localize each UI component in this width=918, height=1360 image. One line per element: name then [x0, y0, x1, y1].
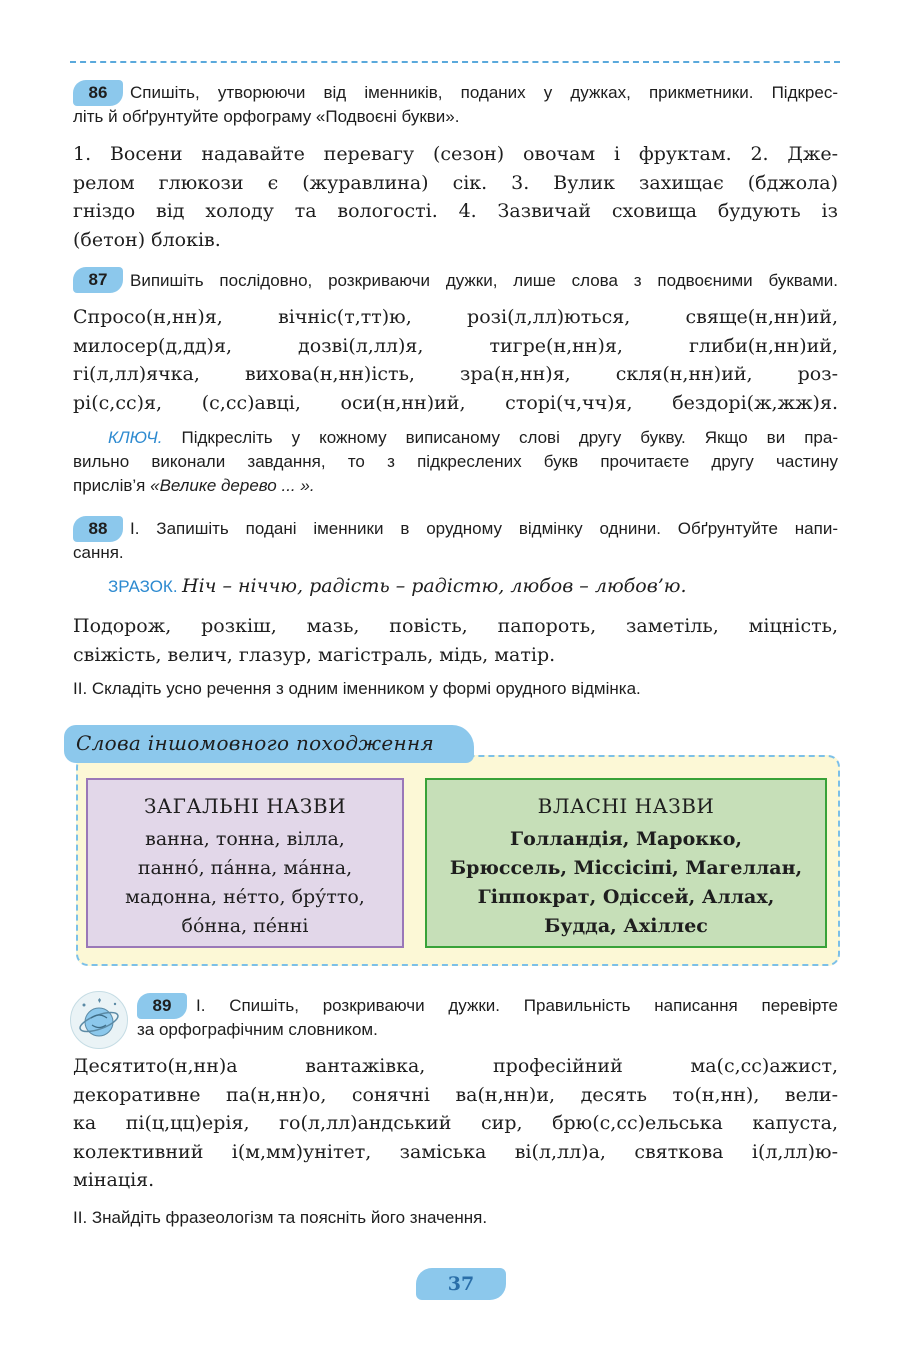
text-line: свіжість, велич, глазур, магістраль, мідь, матір.	[73, 643, 556, 666]
exercise-87-instruction: Випишіть послідовно, розкриваючи дужки, лише слова з подвоєними буквами.	[130, 271, 838, 290]
text-line: ка пі(ц,цц)ерія, го(л,лл)андський сир, брю(с,сс)ельська капуста,	[73, 1112, 838, 1134]
word-line: Брюссель, Міссісіпі, Магеллан,	[449, 857, 803, 879]
proverb-fragment: «Велике дерево ... ».	[150, 476, 315, 495]
proper-nouns-box	[425, 778, 827, 948]
word-line: Гіппократ, Одіссей, Аллах,	[477, 886, 775, 908]
key-text: Підкресліть у кожному виписаному слові другу букву. Якщо ви пра-	[181, 428, 838, 447]
key-line-2: вильно виконали завдання, то з підкреслених букв прочитаєте другу частину	[73, 452, 838, 471]
exercise-88-text	[73, 612, 838, 669]
common-nouns-box	[86, 778, 404, 948]
text-line: (бетон) блоків.	[73, 228, 221, 251]
exercise-88-task-2: ІІ. Складіть усно речення з одним іменником у формі орудного відмінка.	[73, 679, 641, 698]
exercise-89-task-2: ІІ. Знайдіть фразеологізм та поясніть його значення.	[73, 1208, 488, 1227]
word-line: ванна, тонна, вілла,	[145, 828, 345, 850]
exercise-88-instruction-line-1: І. Запишіть подані іменники в орудному відмінку однини. Обґрунтуйте напи-	[130, 519, 838, 538]
exercise-87-text	[73, 303, 838, 417]
word-line: Будда, Ахіллес	[544, 915, 708, 937]
text-line: мінація.	[73, 1169, 155, 1191]
exercise-86-badge: 86	[73, 80, 123, 106]
text-line: рі(с,сс)я, (с,сс)авці, оси(н,нн)ий, сторі(ч,чч)я, бездорі(ж,жж)я.	[73, 391, 838, 414]
exercise-86-text	[73, 140, 838, 254]
text-line: колективний і(м,мм)унітет, заміська ві(л,лл)а, святкова і(л,лл)ю-	[73, 1140, 838, 1163]
key-line-3	[73, 474, 838, 498]
word-line: бо́нна, пе́нні	[181, 915, 309, 937]
word-line: мадонна, не́тто, бру́тто,	[125, 886, 365, 908]
exercise-86-instruction-line-1: Спишіть, утворюючи від іменників, поданих у дужках, прикметники. Підкрес-	[130, 83, 838, 102]
exercise-89-text	[73, 1052, 838, 1195]
text-line: Подорож, розкіш, мазь, повість, папороть, заметіль, міцність,	[73, 615, 838, 637]
page-number: 37	[447, 1273, 475, 1295]
word-line: Голландія, Марокко,	[510, 828, 742, 850]
sample-text: Ніч – ніччю, радість – радістю, любов – любов’ю.	[182, 575, 687, 597]
text-line: декоративне па(н,нн)о, сонячні ва(н,нн)и, десять то(н,нн), вели-	[73, 1083, 838, 1106]
text-line: 1. Восени надавайте перевагу (сезон) овочам і фруктам. 2. Дже-	[73, 143, 838, 165]
sample-line	[108, 575, 838, 597]
text-line: гі(л,лл)ячка, вихова(н,нн)ість, зра(н,нн)я, скля(н,нн)ий, роз-	[73, 363, 838, 385]
key-label: КЛЮЧ.	[108, 428, 163, 447]
text-line: релом глюкози є (журавлина) сік. 3. Вулик захищає (бджола)	[73, 171, 838, 194]
common-nouns-heading: ЗАГАЛЬНІ НАЗВИ	[143, 794, 347, 818]
proper-nouns-heading: ВЛАСНІ НАЗВИ	[537, 794, 715, 818]
sample-label: ЗРАЗОК.	[108, 577, 178, 596]
key-text: прислів’я	[73, 476, 146, 495]
key-line-1	[108, 426, 838, 450]
text-line: Спросо(н,нн)я, вічніс(т,тт)ю, розі(л,лл)ються, свяще(н,нн)ий,	[73, 306, 838, 328]
dictionary-globe-icon	[70, 991, 128, 1049]
borrowed-words-title: Слова іншомовного походження	[76, 731, 435, 755]
exercise-88-badge: 88	[73, 516, 123, 542]
word-line: панно́, па́нна, ма́нна,	[137, 857, 353, 879]
top-dashed-divider	[70, 61, 840, 63]
text-line: Десятитo(н,нн)а вантажівка, професійний ма(с,сс)ажист,	[73, 1055, 838, 1077]
exercise-89-badge: 89	[137, 993, 187, 1019]
exercise-86-instruction-line-2: літь й обґрунтуйте орфограму «Подвоєні букви».	[73, 107, 460, 126]
exercise-87-badge: 87	[73, 267, 123, 293]
text-line: милосер(д,дд)я, дозві(л,лл)я, тигре(н,нн)я, глиби(н,нн)ий,	[73, 334, 838, 357]
exercise-89-instruction-line-2: за орфографічним словником.	[137, 1020, 378, 1039]
exercise-89-instruction-line-1: І. Спишіть, розкриваючи дужки. Правильність написання перевірте	[196, 996, 838, 1015]
text-line: гніздо від холоду та вологості. 4. Зазвичай сховища будують із	[73, 200, 838, 222]
exercise-88-instruction-line-2: сання.	[73, 543, 124, 562]
